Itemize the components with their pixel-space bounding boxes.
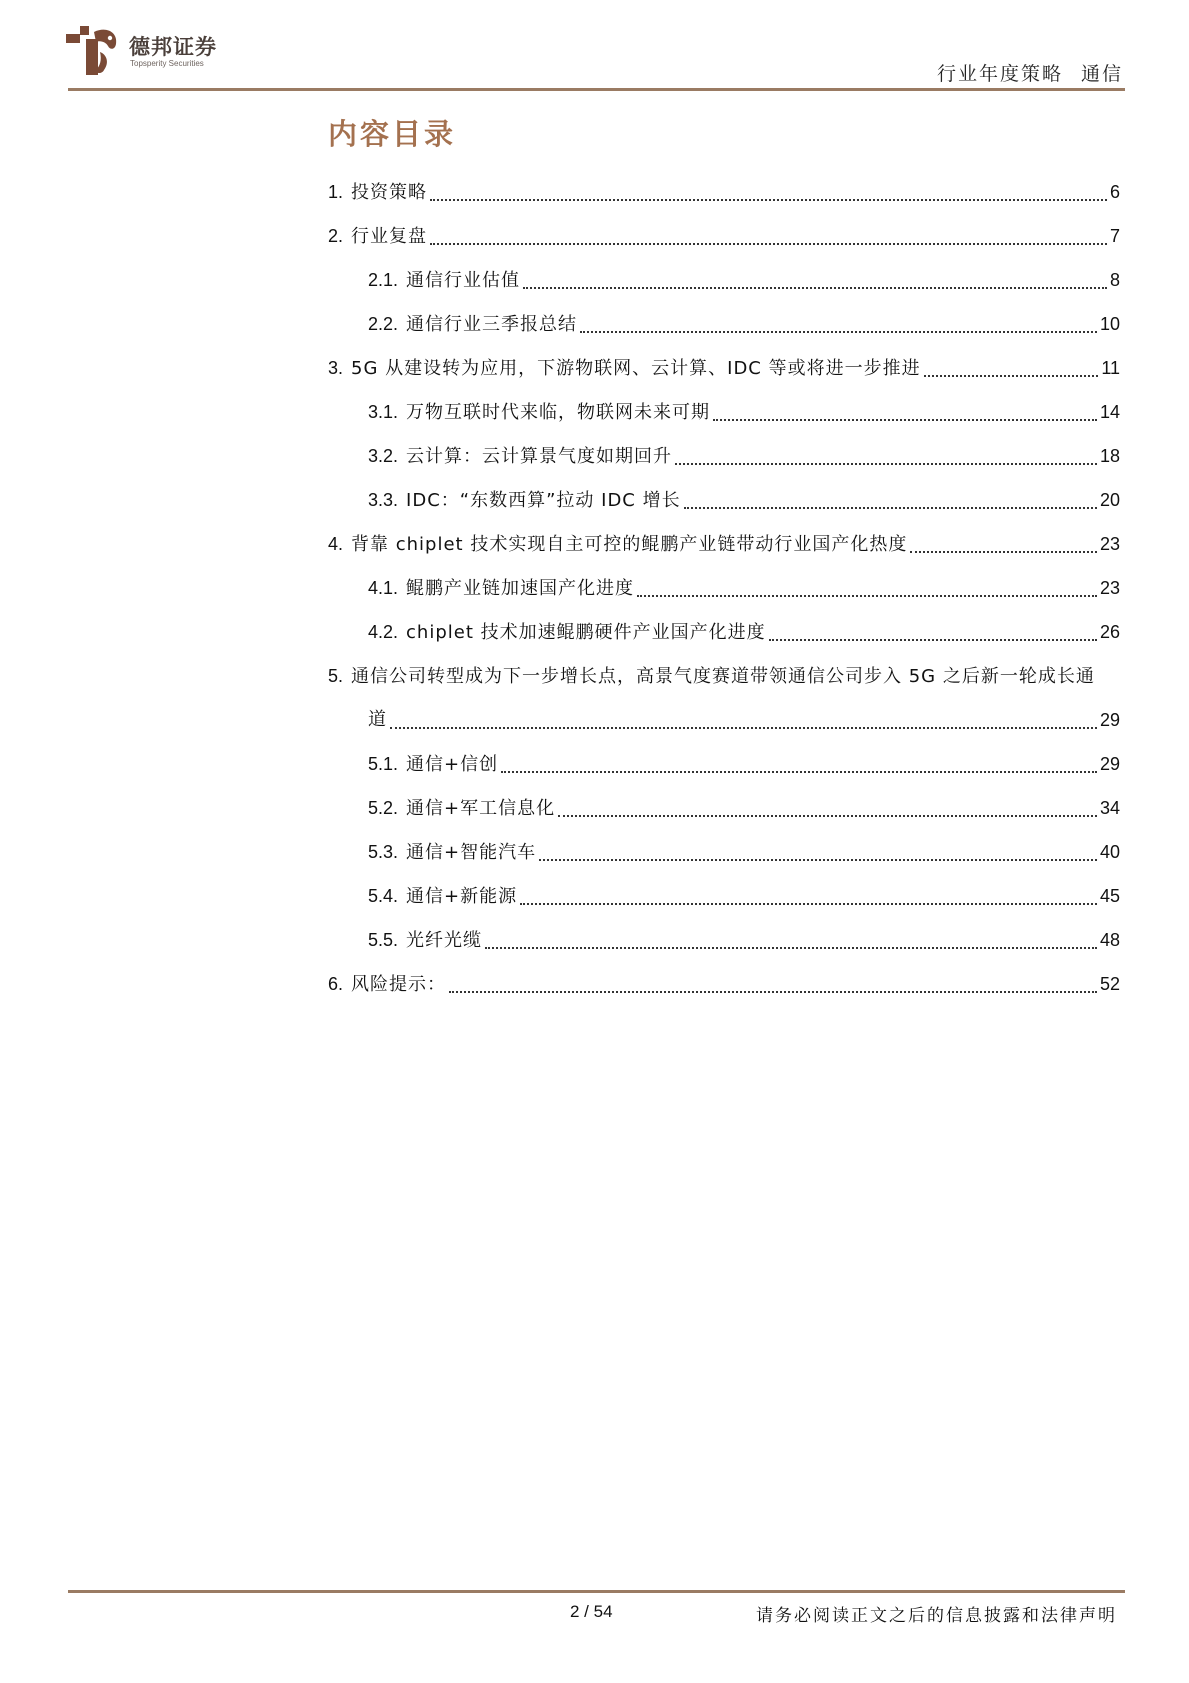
toc-subentry[interactable]: [328, 610, 1120, 654]
toc-entry-label: [328, 214, 427, 258]
toc-entry-text: chiplet 技术加速鲲鹏硬件产业国产化进度: [406, 622, 766, 643]
dot-leader: [430, 242, 1107, 245]
toc-entry-page: 8: [1109, 270, 1120, 290]
toc-entry-number: 3.: [328, 358, 344, 378]
dot-leader: [637, 594, 1097, 597]
toc-entry-page: 6: [1109, 182, 1120, 202]
dot-leader: [539, 858, 1097, 861]
dot-leader: [390, 726, 1097, 729]
toc-entry-text: 万物互联时代来临，物联网未来可期: [406, 402, 711, 423]
toc-entry-text: 通信+军工信息化: [406, 798, 556, 819]
toc-entry-text: 光纤光缆: [406, 930, 483, 951]
toc-entry-text: 通信行业三季报总结: [406, 314, 578, 335]
dot-leader: [675, 462, 1097, 465]
toc-subentry[interactable]: [328, 302, 1120, 346]
brand-name-en: Topsperity Securities: [130, 59, 204, 68]
toc-entry-number: 4.2.: [368, 622, 399, 642]
toc-entry-label: [368, 434, 672, 478]
toc-entry-text: 通信+新能源: [406, 886, 518, 907]
topsperity-logo-icon: [66, 24, 122, 80]
dot-leader: [449, 990, 1097, 993]
toc-entry-page: 29: [1099, 754, 1120, 774]
toc-title: 内容目录: [328, 117, 457, 151]
toc-entry-page: 10: [1099, 314, 1120, 334]
toc-entry-label: [368, 742, 498, 786]
legal-disclaimer: 请务必阅读正文之后的信息披露和法律声明: [756, 1606, 1117, 1626]
toc-entry-page: 29: [1099, 710, 1120, 730]
dot-leader: [430, 198, 1107, 201]
toc-entry-number: 5.: [328, 666, 344, 686]
toc-entry-text-continued: 道: [368, 709, 387, 730]
toc-entry-page: 48: [1099, 930, 1120, 950]
toc-subentry[interactable]: [328, 830, 1120, 874]
toc-entry-label: [368, 390, 710, 434]
toc-entry-page: 40: [1099, 842, 1120, 862]
dot-leader: [910, 550, 1097, 553]
toc-entry-label: [368, 478, 681, 522]
report-type: 行业年度策略: [936, 63, 1063, 85]
toc-entry-label: [328, 170, 427, 214]
dot-leader: [924, 374, 1099, 377]
toc-entry-page: 23: [1099, 578, 1120, 598]
dot-leader: [684, 506, 1097, 509]
toc-entry-label: [368, 874, 517, 918]
toc-entry-label: [368, 302, 577, 346]
toc-entry-number: 5.3.: [368, 842, 399, 862]
toc-entry-page: 34: [1099, 798, 1120, 818]
toc-subentry[interactable]: [328, 918, 1120, 962]
toc-entry[interactable]: [328, 214, 1120, 258]
table-of-contents: [328, 170, 1120, 1006]
toc-entry-label: [368, 830, 536, 874]
toc-entry-number: 1.: [328, 182, 344, 202]
toc-entry-number: 5.4.: [368, 886, 399, 906]
toc-entry-text: 鲲鹏产业链加速国产化进度: [406, 578, 635, 599]
toc-entry-label: [328, 654, 1095, 698]
toc-entry-page: 26: [1099, 622, 1120, 642]
toc-entry-text: 通信公司转型成为下一步增长点，高景气度赛道带领通信公司步入 5G 之后新一轮成长通: [351, 666, 1095, 687]
toc-entry[interactable]: [328, 962, 1120, 1006]
footer-divider: [68, 1590, 1125, 1593]
toc-entry-page: 20: [1099, 490, 1120, 510]
industry-label: 通信: [1080, 63, 1123, 85]
brand-name-cn: 德邦证券: [129, 35, 217, 59]
toc-entry-label: [328, 962, 446, 1006]
toc-entry-number: 3.2.: [368, 446, 399, 466]
toc-entry-number: 2.2.: [368, 314, 399, 334]
toc-subentry[interactable]: [328, 566, 1120, 610]
toc-entry-label: [328, 346, 921, 390]
toc-entry-text: IDC：“东数西算”拉动 IDC 增长: [406, 490, 681, 511]
toc-entry-text: 风险提示：: [351, 974, 447, 995]
toc-entry-page: 52: [1099, 974, 1120, 994]
toc-entry-number: 4.1.: [368, 578, 399, 598]
toc-entry-text: 5G 从建设转为应用，下游物联网、云计算、IDC 等或将进一步推进: [351, 358, 921, 379]
toc-entry-page: 18: [1099, 446, 1120, 466]
toc-entry-label: [368, 566, 634, 610]
dot-leader: [485, 946, 1097, 949]
toc-entry-page: 11: [1101, 358, 1120, 378]
toc-entry-text: 通信+智能汽车: [406, 842, 537, 863]
toc-entry-page: 23: [1099, 534, 1120, 554]
page-indicator: 2 / 54: [570, 1602, 613, 1621]
toc-entry-number: 3.3.: [368, 490, 399, 510]
toc-entry-label: [368, 610, 766, 654]
toc-subentry[interactable]: [328, 874, 1120, 918]
toc-entry-label: [368, 786, 555, 830]
toc-entry[interactable]: [328, 170, 1120, 214]
toc-subentry[interactable]: [328, 434, 1120, 478]
dot-leader: [558, 814, 1097, 817]
toc-entry-label: [368, 258, 520, 302]
dot-leader: [769, 638, 1097, 641]
toc-entry-text: 行业复盘: [351, 226, 428, 247]
toc-entry-number: 4.: [328, 534, 344, 554]
header-divider: [68, 88, 1125, 91]
toc-entry-page: 45: [1099, 886, 1120, 906]
dot-leader: [713, 418, 1097, 421]
toc-entry[interactable]: [328, 346, 1120, 390]
toc-entry-number: 2.: [328, 226, 344, 246]
toc-entry-text: 通信行业估值: [406, 270, 521, 291]
toc-entry[interactable]: [328, 522, 1120, 566]
dot-leader: [501, 770, 1097, 773]
toc-entry-text: 云计算：云计算景气度如期回升: [406, 446, 673, 467]
toc-entry-label: [328, 522, 907, 566]
toc-subentry[interactable]: [328, 742, 1120, 786]
toc-subentry[interactable]: [328, 258, 1120, 302]
toc-entry-number: 5.5.: [368, 930, 399, 950]
toc-entry-wrapped-line1[interactable]: [328, 654, 1120, 698]
toc-subentry[interactable]: [328, 390, 1120, 434]
toc-entry-text: 投资策略: [351, 182, 428, 203]
toc-entry-page: 7: [1109, 226, 1120, 246]
toc-subentry[interactable]: [328, 786, 1120, 830]
toc-entry-number: 2.1.: [368, 270, 399, 290]
toc-entry-page: 14: [1099, 402, 1120, 422]
dot-leader: [520, 902, 1097, 905]
dot-leader: [580, 330, 1097, 333]
report-category: [937, 59, 1123, 86]
toc-entry-label: [368, 918, 482, 962]
toc-entry-number: 3.1.: [368, 402, 399, 422]
toc-entry-number: 5.2.: [368, 798, 399, 818]
toc-entry-number: 5.1.: [368, 754, 399, 774]
toc-entry-text: 通信+信创: [406, 754, 499, 775]
toc-entry-number: 6.: [328, 974, 344, 994]
toc-subentry[interactable]: [328, 478, 1120, 522]
toc-entry-text: 背靠 chiplet 技术实现自主可控的鲲鹏产业链带动行业国产化热度: [351, 534, 908, 555]
dot-leader: [523, 286, 1107, 289]
toc-entry-wrapped-line2[interactable]: [328, 698, 1120, 742]
